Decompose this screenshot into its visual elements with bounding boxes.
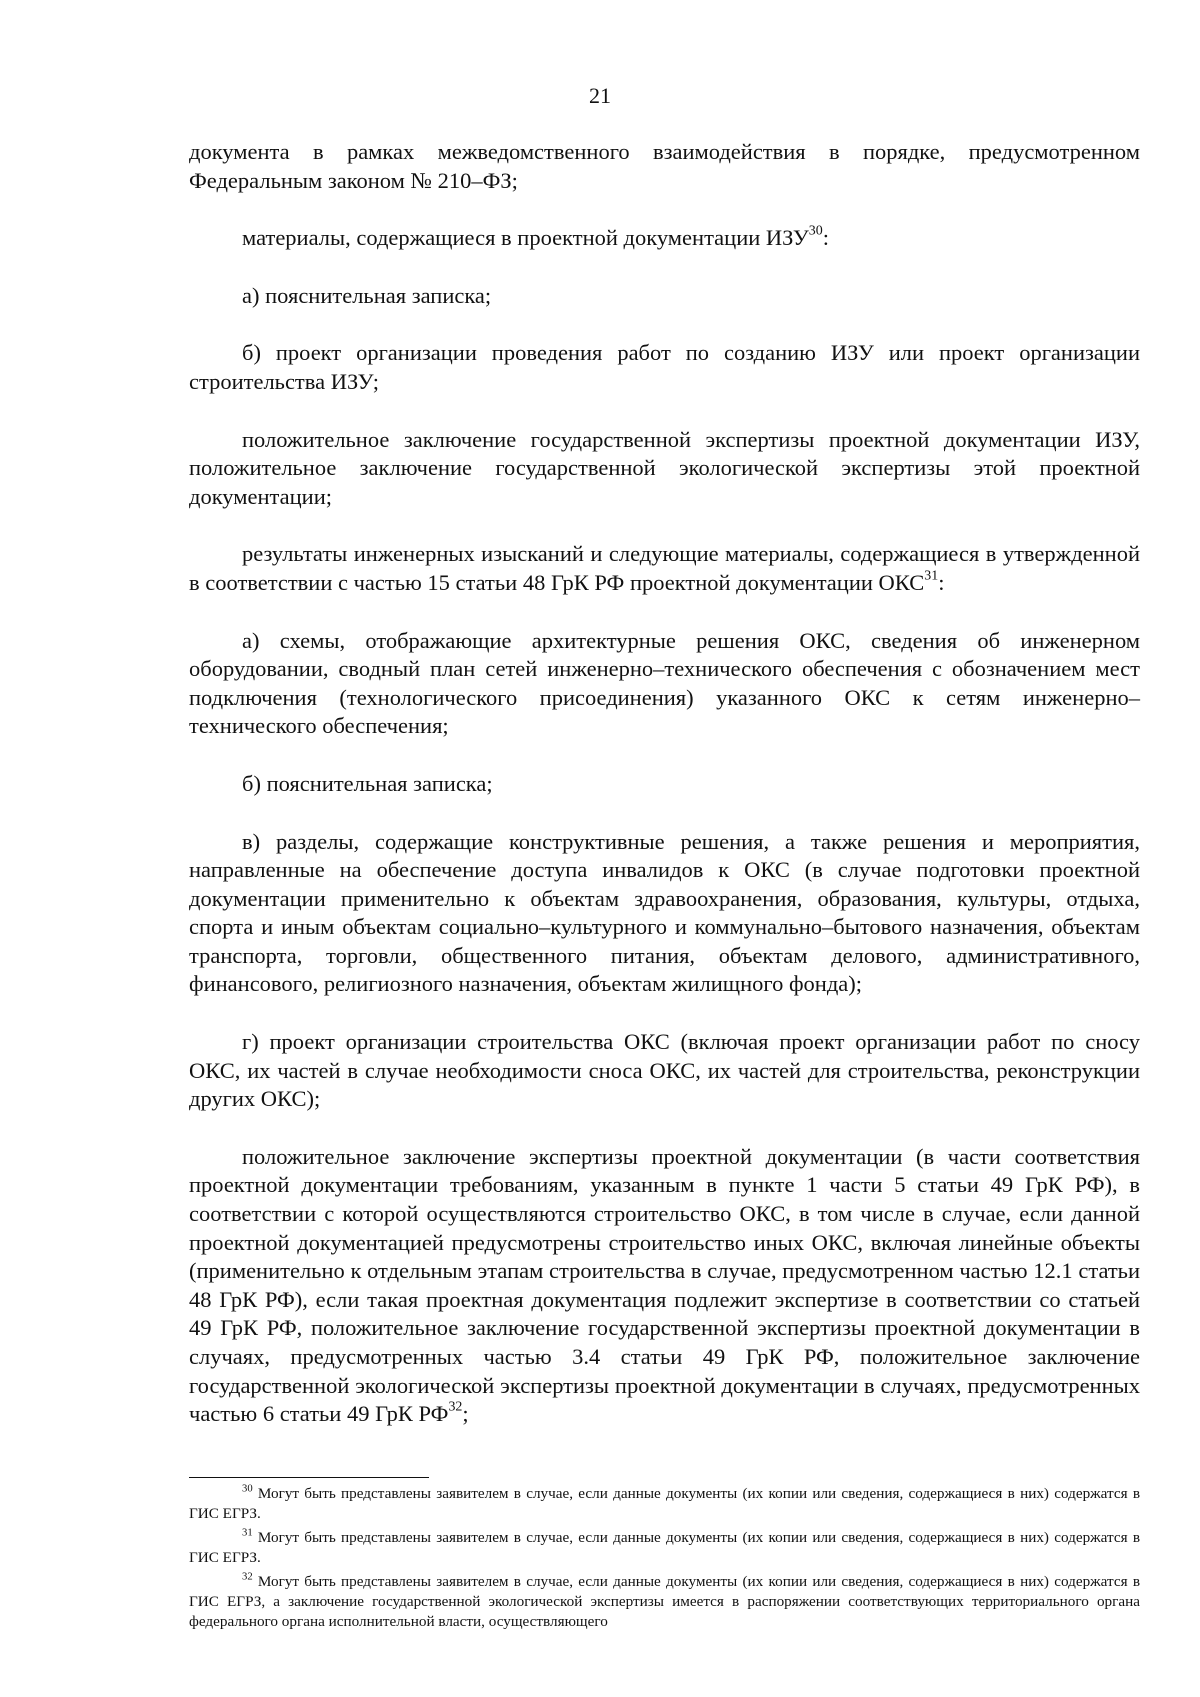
paragraph-oks-item-b: б) пояснительная записка; — [242, 770, 493, 796]
paragraph-oks-item-v: в) разделы, содержащие конструктивные решения, а также решения и мероприятия, направленные на обеспечение доступа инвалидов к ОКС (в случае подготовки проектной документации применительно к объектам здравоохранения, образования, культуры, отдыха, спорта и иным объектам социально–культурного и коммунально–бытового назначения, объектам транспорта, торговли, общественного питания, объектам делового, административного, финансового, религиозного назначения, объектам жилищного фонда); — [189, 828, 1140, 997]
paragraph-izu-item-b: б) проект организации проведения работ по созданию ИЗУ или проект организации строительства ИЗУ; — [189, 340, 1140, 394]
footnote-ref[interactable]: 31 — [924, 568, 939, 584]
paragraph-trail: : — [822, 225, 829, 251]
footnote-32 — [189, 1572, 1140, 1632]
footnote-ref[interactable]: 30 — [808, 223, 823, 239]
footnote-text: Могут быть представлены заявителем в случае, если данные документы (их копии или сведения, содержащиеся в них) содержатся в ГИС ЕГРЗ, а заключение государственной экологической экспертизы имеется в распоряжении соответствующих территориального органа федерального органа исполнительной власти, осуществляющего — [189, 1573, 1140, 1630]
document-body — [189, 138, 1140, 1458]
paragraph-izu-item-a: а) пояснительная записка; — [242, 282, 492, 308]
footnotes — [189, 1484, 1140, 1636]
footnote-31 — [189, 1528, 1140, 1568]
paragraph-oks-expertise — [189, 1143, 1140, 1429]
paragraph-izu-materials — [189, 224, 1140, 253]
footnote-ref[interactable]: 32 — [448, 1399, 463, 1415]
footnote-text: Могут быть представлены заявителем в случае, если данные документы (их копии или сведения, содержащиеся в них) содержатся в ГИС ЕГРЗ. — [189, 1485, 1140, 1522]
page-number: 21 — [589, 83, 611, 108]
paragraph-text: положительное заключение экспертизы проектной документации (в части соответствия проектной документации требованиям, указанным в пункте 1 части 5 статьи 49 ГрК РФ), в соответствии с которой осуществляются строительство ОКС, в том числе в случае, если данной проектной документацией предусмотрены строительство иных ОКС, включая линейные объекты (применительно к отдельным этапам строительства в случае, предусмотренном частью 12.1 статьи 48 ГрК РФ), если такая проектная документация подлежит экспертизе в соответствии со статьей 49 ГрК РФ, положительное заключение государственной экспертизы проектной документации в случаях, предусмотренных частью 3.4 статьи 49 ГрК РФ, положительное заключение государственной экологической экспертизы проектной документации в случаях, предусмотренных частью 6 статьи 49 ГрК РФ — [189, 1143, 1140, 1427]
paragraph-continuation: документа в рамках межведомственного взаимодействия в порядке, предусмотренном Федеральным законом № 210–ФЗ; — [189, 139, 1140, 193]
paragraph-trail: ; — [462, 1401, 469, 1427]
footnote-mark: 31 — [242, 1527, 253, 1539]
footnote-mark: 32 — [242, 1571, 253, 1583]
footnote-30 — [189, 1484, 1140, 1524]
footnote-text: Могут быть представлены заявителем в случае, если данные документы (их копии или сведения, содержащиеся в них) содержатся в ГИС ЕГРЗ. — [189, 1529, 1140, 1566]
paragraph-oks-item-g: г) проект организации строительства ОКС (включая проект организации работ по сносу ОКС, их частей в случае необходимости сноса ОКС, их частей для строительства, реконструкции других ОКС); — [189, 1029, 1140, 1112]
footnote-separator — [189, 1477, 429, 1478]
paragraph-text: результаты инженерных изысканий и следующие материалы, содержащиеся в утвержденной в соответствии с частью 15 статьи 48 ГрК РФ проектной документации ОКС — [189, 541, 1140, 595]
paragraph-survey-results — [189, 540, 1140, 597]
paragraph-trail: : — [938, 569, 945, 595]
footnote-mark: 30 — [242, 1483, 253, 1495]
paragraph-izu-expertise: положительное заключение государственной экспертизы проектной документации ИЗУ, положительное заключение государственной экологической экспертизы этой проектной документации; — [189, 426, 1140, 509]
paragraph-oks-item-a: а) схемы, отображающие архитектурные решения ОКС, сведения об инженерном оборудовании, сводный план сетей инженерно–технического обеспечения с обозначением мест подключения (технологического присоединения) указанного ОКС к сетям инженерно–технического обеспечения; — [189, 627, 1140, 739]
paragraph-text: материалы, содержащиеся в проектной документации ИЗУ — [242, 225, 809, 251]
